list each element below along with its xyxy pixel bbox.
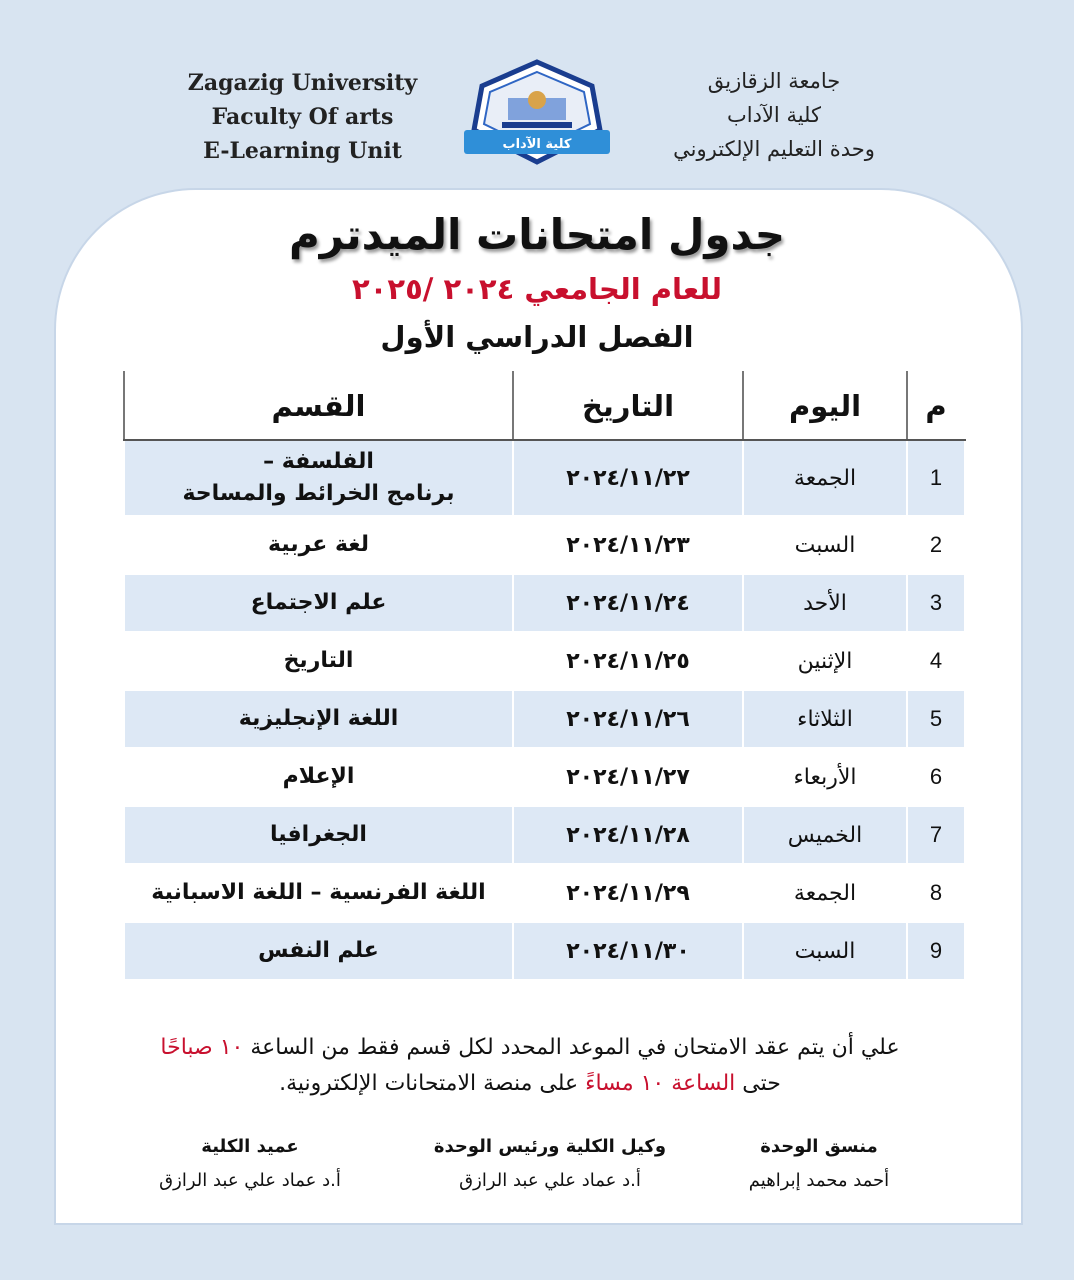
table-row bbox=[124, 516, 965, 574]
table-row bbox=[124, 690, 965, 748]
academic-year: للعام الجامعي ٢٠٢٤ /٢٠٢٥ bbox=[351, 272, 723, 306]
row-day: السبت bbox=[743, 922, 907, 980]
table-row bbox=[124, 574, 965, 632]
row-num: 2 bbox=[907, 516, 965, 574]
exam-schedule-table bbox=[123, 371, 966, 981]
note-line-1 bbox=[100, 1030, 960, 1066]
note-line-2-suffix: على منصة الامتحانات الإلكترونية. bbox=[279, 1071, 586, 1096]
row-date: ٢٠٢٤/١١/٣٠ bbox=[513, 922, 743, 980]
row-dept: لغة عربية bbox=[124, 516, 513, 574]
header-num: م bbox=[907, 372, 965, 440]
row-day: الخميس bbox=[743, 806, 907, 864]
header-english bbox=[160, 66, 445, 168]
row-day: الجمعة bbox=[743, 864, 907, 922]
row-day: الثلاثاء bbox=[743, 690, 907, 748]
row-num: 9 bbox=[907, 922, 965, 980]
row-num: 3 bbox=[907, 574, 965, 632]
signature-role: وكيل الكلية ورئيس الوحدة bbox=[433, 1136, 667, 1157]
row-dept: الجغرافيا bbox=[124, 806, 513, 864]
table-row bbox=[124, 806, 965, 864]
table-row bbox=[124, 440, 965, 516]
row-dept: اللغة الفرنسية – اللغة الاسبانية bbox=[124, 864, 513, 922]
university-name-en: Zagazig University bbox=[187, 70, 418, 96]
header-date: التاريخ bbox=[513, 372, 743, 440]
header-arabic bbox=[644, 64, 904, 166]
row-dept: الإعلام bbox=[124, 748, 513, 806]
row-day: الجمعة bbox=[743, 440, 907, 516]
row-date: ٢٠٢٤/١١/٢٦ bbox=[513, 690, 743, 748]
table-row bbox=[124, 632, 965, 690]
university-name-ar: جامعة الزقازيق bbox=[707, 69, 841, 93]
page-title: جدول امتحانات الميدترم bbox=[288, 210, 786, 259]
signature-role: منسق الوحدة bbox=[760, 1136, 878, 1157]
row-date: ٢٠٢٤/١١/٢٢ bbox=[513, 440, 743, 516]
signature-name: أحمد محمد إبراهيم bbox=[748, 1170, 890, 1191]
note-line-2-prefix: حتى bbox=[735, 1071, 781, 1096]
exam-time-note bbox=[100, 1030, 960, 1102]
table-row bbox=[124, 922, 965, 980]
row-date: ٢٠٢٤/١١/٢٤ bbox=[513, 574, 743, 632]
table-row bbox=[124, 748, 965, 806]
row-date: ٢٠٢٤/١١/٢٧ bbox=[513, 748, 743, 806]
row-num: 8 bbox=[907, 864, 965, 922]
note-line-1-text: علي أن يتم عقد الامتحان في الموعد المحدد لكل قسم فقط من الساعة bbox=[243, 1035, 900, 1060]
row-num: 1 bbox=[907, 440, 965, 516]
signature-role: عميد الكلية bbox=[201, 1136, 299, 1157]
signature-name: أ.د عماد علي عبد الرازق bbox=[159, 1170, 341, 1191]
note-line-2 bbox=[100, 1066, 960, 1102]
row-num: 7 bbox=[907, 806, 965, 864]
row-date: ٢٠٢٤/١١/٢٨ bbox=[513, 806, 743, 864]
row-dept-line1: الفلسفة – bbox=[263, 449, 374, 474]
row-dept bbox=[124, 440, 513, 516]
row-date: ٢٠٢٤/١١/٢٣ bbox=[513, 516, 743, 574]
row-day: الإثنين bbox=[743, 632, 907, 690]
header-dept: القسم bbox=[124, 372, 513, 440]
row-day: الأربعاء bbox=[743, 748, 907, 806]
row-dept-line2: برنامج الخرائط والمساحة bbox=[182, 481, 455, 506]
note-start-time: ١٠ صباحًا bbox=[160, 1035, 244, 1060]
note-end-time: الساعة ١٠ مساءً bbox=[585, 1071, 736, 1096]
row-dept: اللغة الإنجليزية bbox=[124, 690, 513, 748]
unit-name-en: E-Learning Unit bbox=[203, 138, 402, 164]
row-dept: علم النفس bbox=[124, 922, 513, 980]
header-day: اليوم bbox=[743, 372, 907, 440]
faculty-name-en: Faculty Of arts bbox=[211, 104, 394, 130]
row-date: ٢٠٢٤/١١/٢٥ bbox=[513, 632, 743, 690]
faculty-name-ar: كلية الآداب bbox=[727, 103, 821, 127]
signature-name: أ.د عماد علي عبد الرازق bbox=[459, 1170, 641, 1191]
table-header-row bbox=[124, 372, 965, 440]
signature-vice-dean bbox=[420, 1130, 680, 1198]
table-row bbox=[124, 864, 965, 922]
signature-coordinator bbox=[689, 1130, 949, 1198]
signature-dean bbox=[120, 1130, 380, 1198]
row-dept: علم الاجتماع bbox=[124, 574, 513, 632]
row-dept: التاريخ bbox=[124, 632, 513, 690]
row-num: 5 bbox=[907, 690, 965, 748]
row-day: الأحد bbox=[743, 574, 907, 632]
unit-name-ar: وحدة التعليم الإلكتروني bbox=[673, 137, 875, 161]
semester-label: الفصل الدراسي الأول bbox=[380, 320, 694, 354]
university-logo bbox=[462, 58, 612, 170]
row-date: ٢٠٢٤/١١/٢٩ bbox=[513, 864, 743, 922]
row-num: 4 bbox=[907, 632, 965, 690]
row-num: 6 bbox=[907, 748, 965, 806]
row-day: السبت bbox=[743, 516, 907, 574]
svg-text:كلية الآداب: كلية الآداب bbox=[502, 137, 572, 152]
